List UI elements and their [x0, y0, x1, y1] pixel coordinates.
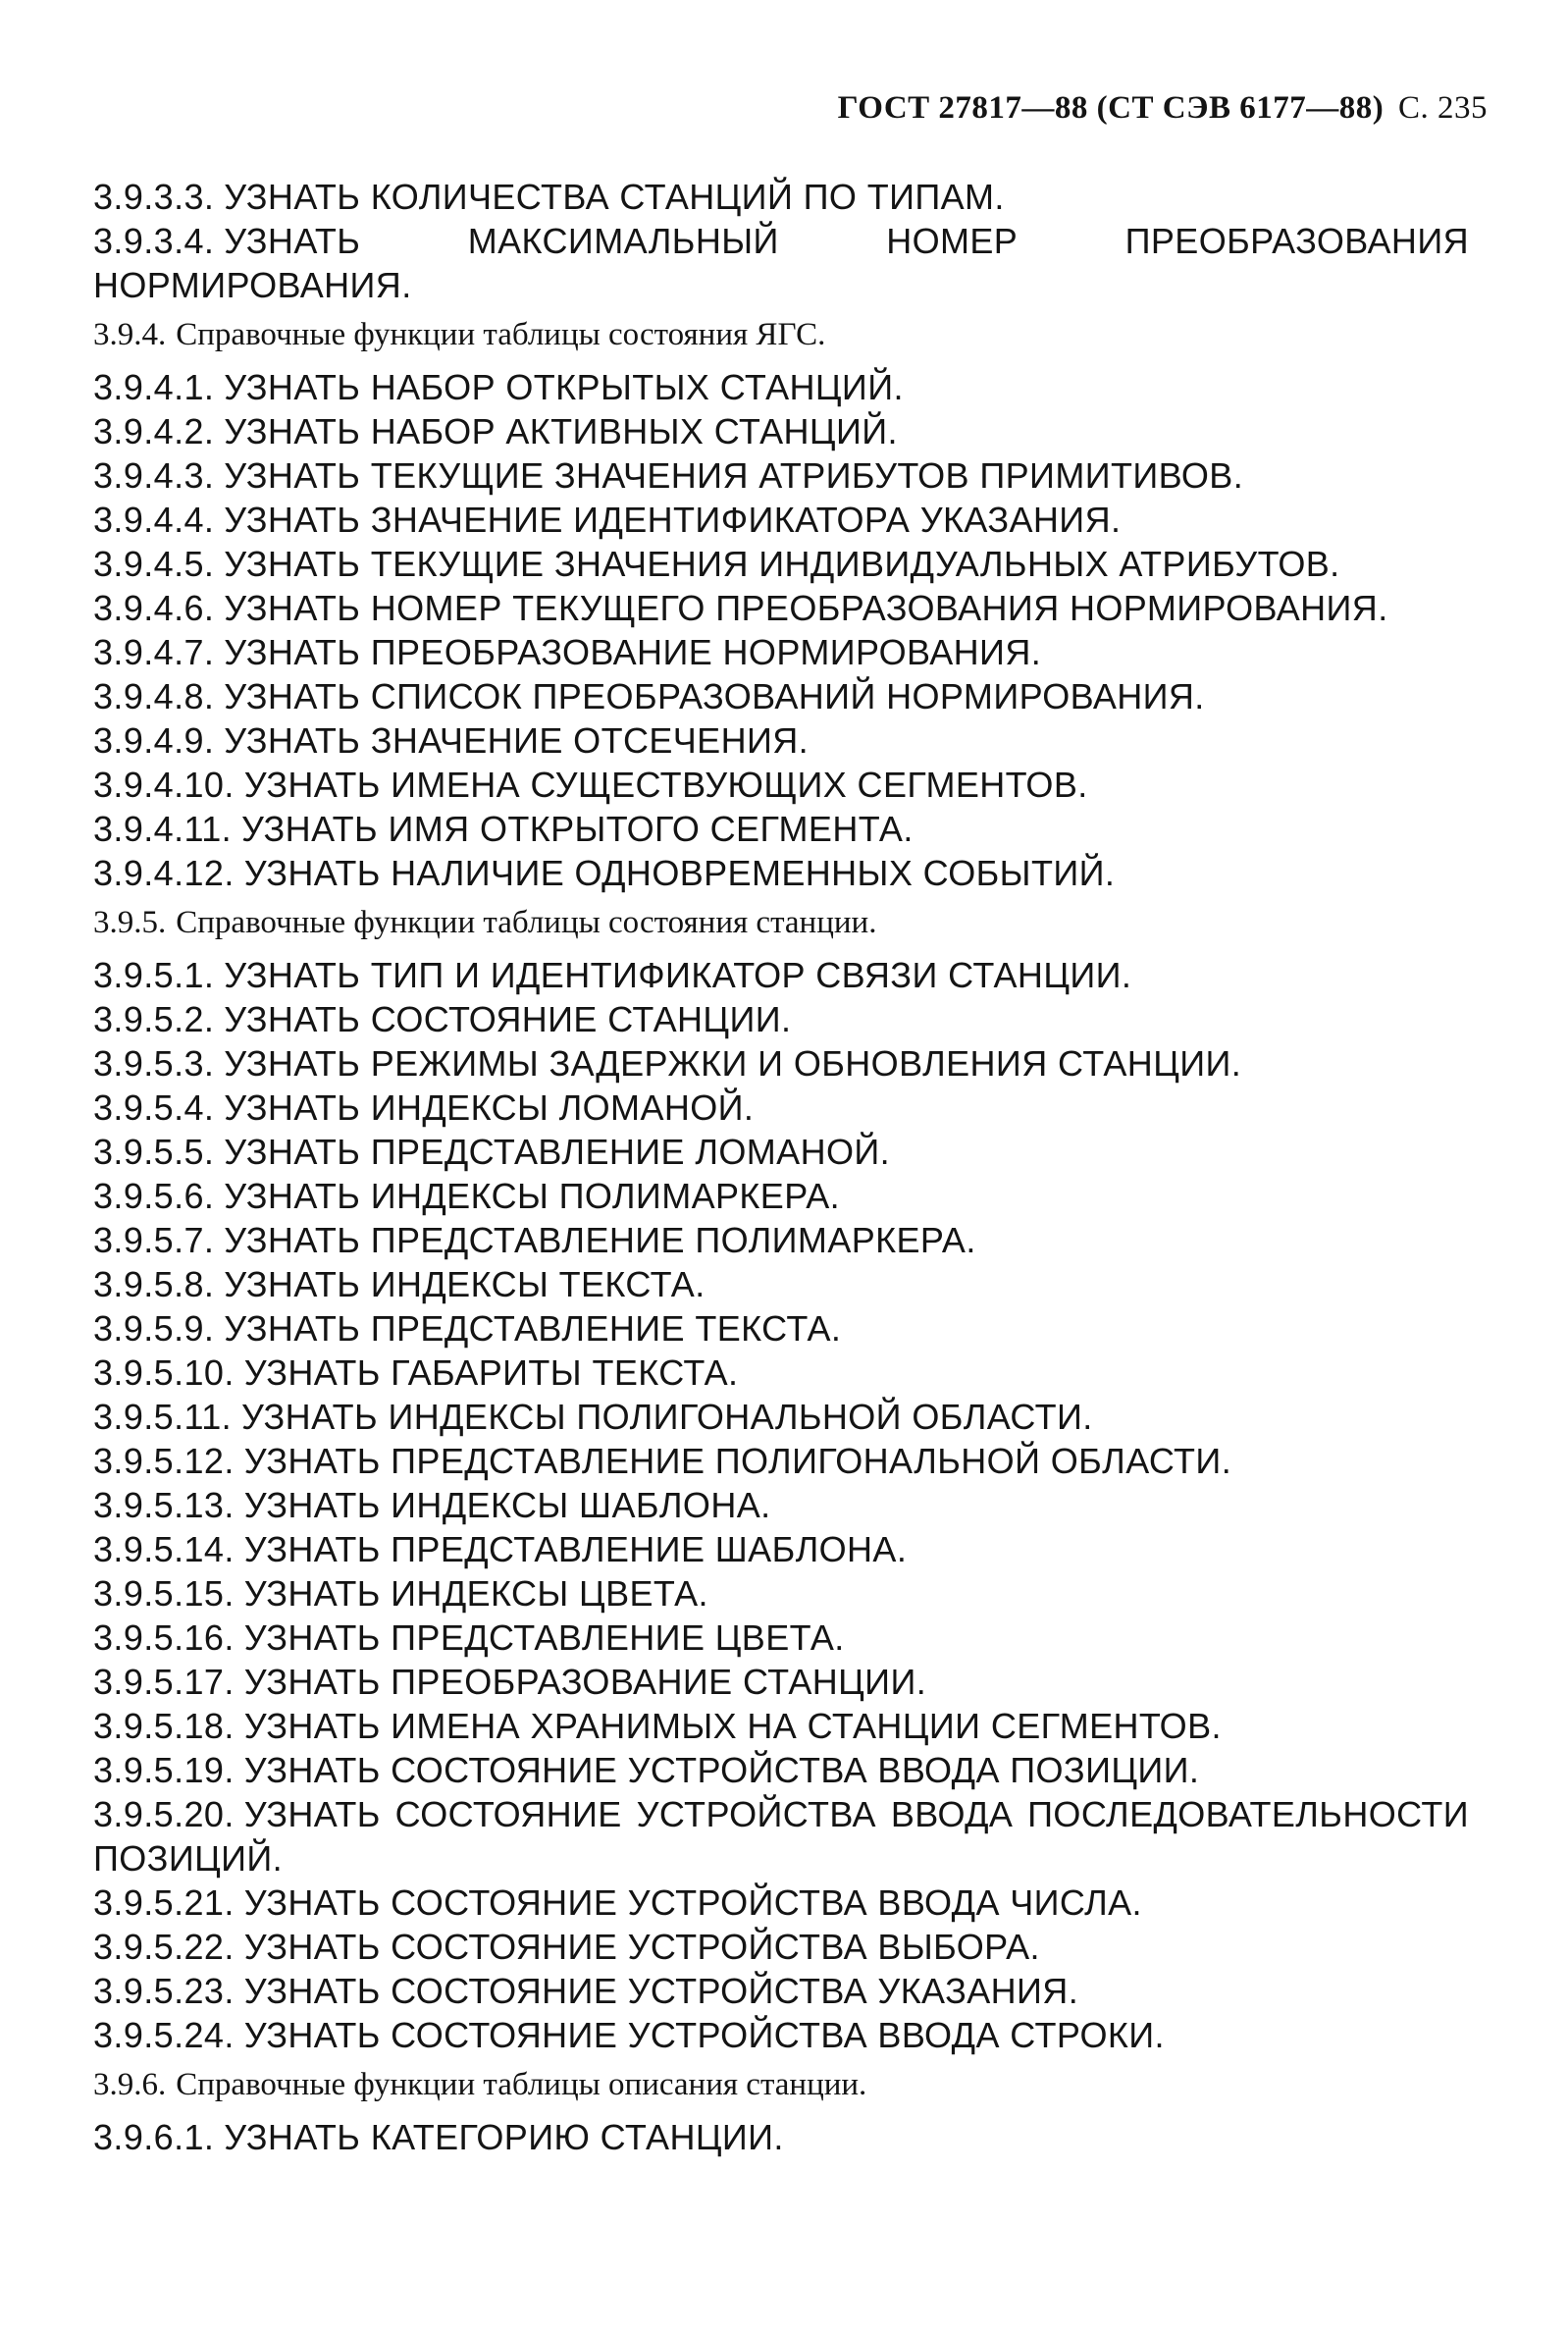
page-number: С. 235	[1397, 90, 1488, 126]
list-item	[93, 1704, 1467, 1748]
item-number: 3.9.5.18.	[93, 1706, 235, 1746]
item-text: УЗНАТЬ ТИП И ИДЕНТИФИКАТОР СВЯЗИ СТАНЦИИ.	[224, 955, 1132, 995]
item-text: УЗНАТЬ ИМЯ ОТКРЫТОГО СЕГМЕНТА.	[241, 809, 914, 849]
list-item	[93, 175, 1467, 219]
section-heading	[93, 2063, 1467, 2107]
item-number: 3.9.6.	[93, 2067, 167, 2102]
list-item	[93, 1351, 1467, 1395]
standard-designation: ГОСТ 27817—88 (СТ СЭВ 6177—88)	[837, 90, 1385, 126]
item-text: Справочные функции таблицы состояния ЯГС.	[176, 317, 826, 352]
item-number: 3.9.5.9.	[93, 1308, 215, 1349]
item-text: УЗНАТЬ ЗНАЧЕНИЕ ИДЕНТИФИКАТОРА УКАЗАНИЯ.	[224, 500, 1122, 540]
item-number: 3.9.5.5.	[93, 1132, 215, 1172]
item-number: 3.9.5.2.	[93, 999, 215, 1039]
list-item	[93, 586, 1469, 630]
list-item	[93, 542, 1467, 586]
document-body	[93, 175, 1467, 2159]
item-number: 3.9.3.4.	[93, 221, 215, 261]
item-number: 3.9.5.21.	[93, 1882, 235, 1923]
item-text: Справочные функции таблицы описания станции.	[176, 2067, 867, 2102]
list-item	[93, 1262, 1467, 1306]
item-text: УЗНАТЬ НАБОР ОТКРЫТЫХ СТАНЦИЙ.	[224, 367, 904, 407]
item-text: УЗНАТЬ СОСТОЯНИЕ УСТРОЙСТВА ВВОДА СТРОКИ.	[243, 2015, 1165, 2055]
item-text: УЗНАТЬ КОЛИЧЕСТВА СТАНЦИЙ ПО ТИПАМ.	[224, 177, 1005, 217]
list-item	[93, 763, 1467, 807]
item-number: 3.9.4.8.	[93, 676, 215, 716]
item-number: 3.9.5.15.	[93, 1573, 235, 1614]
item-text: УЗНАТЬ СОСТОЯНИЕ УСТРОЙСТВА ВВОДА ПОСЛЕДОВАТЕЛЬНОСТИ ПОЗИЦИЙ.	[93, 1794, 1469, 1879]
list-item	[93, 1792, 1469, 1881]
item-text: УЗНАТЬ РЕЖИМЫ ЗАДЕРЖКИ И ОБНОВЛЕНИЯ СТАНЦИИ.	[224, 1043, 1242, 1084]
item-number: 3.9.4.7.	[93, 632, 215, 672]
item-number: 3.9.4.1.	[93, 367, 215, 407]
list-item	[93, 718, 1467, 763]
item-number: 3.9.5.23.	[93, 1971, 235, 2011]
section-heading	[93, 901, 1467, 945]
item-text: УЗНАТЬ ИМЕНА ХРАНИМЫХ НА СТАНЦИИ СЕГМЕНТОВ.	[243, 1706, 1222, 1746]
item-number: 3.9.5.16.	[93, 1617, 235, 1658]
item-text: УЗНАТЬ ПРЕДСТАВЛЕНИЕ ТЕКСТА.	[224, 1308, 842, 1349]
item-number: 3.9.5.19.	[93, 1750, 235, 1790]
item-text: УЗНАТЬ СОСТОЯНИЕ УСТРОЙСТВА ВЫБОРА.	[243, 1927, 1040, 1967]
list-item	[93, 1483, 1467, 1527]
item-text: УЗНАТЬ НАЛИЧИЕ ОДНОВРЕМЕННЫХ СОБЫТИЙ.	[243, 853, 1116, 893]
item-number: 3.9.4.6.	[93, 588, 215, 628]
list-item	[93, 1086, 1467, 1130]
item-text: УЗНАТЬ ТЕКУЩИЕ ЗНАЧЕНИЯ АТРИБУТОВ ПРИМИТИВОВ.	[224, 455, 1244, 496]
item-text: УЗНАТЬ ИМЕНА СУЩЕСТВУЮЩИХ СЕГМЕНТОВ.	[243, 765, 1088, 805]
list-item	[93, 953, 1467, 997]
item-number: 3.9.5.14.	[93, 1529, 235, 1569]
item-number: 3.9.5.17.	[93, 1662, 235, 1702]
list-item	[93, 1218, 1467, 1262]
item-number: 3.9.4.11.	[93, 809, 233, 849]
item-text: УЗНАТЬ ЗНАЧЕНИЕ ОТСЕЧЕНИЯ.	[224, 720, 810, 761]
item-number: 3.9.5.6.	[93, 1176, 215, 1216]
item-number: 3.9.4.5.	[93, 544, 215, 584]
item-text: УЗНАТЬ НОМЕР ТЕКУЩЕГО ПРЕОБРАЗОВАНИЯ НОРМИРОВАНИЯ.	[224, 588, 1388, 628]
list-item	[93, 674, 1467, 718]
item-text: УЗНАТЬ ИНДЕКСЫ ЦВЕТА.	[243, 1573, 708, 1614]
list-item	[93, 1748, 1467, 1792]
list-item	[93, 453, 1467, 498]
list-item	[93, 997, 1467, 1041]
page-header	[838, 90, 1488, 127]
list-item	[93, 1571, 1467, 1616]
list-item	[93, 2115, 1467, 2159]
item-number: 3.9.4.10.	[93, 765, 235, 805]
item-text: УЗНАТЬ ПРЕОБРАЗОВАНИЕ СТАНЦИИ.	[243, 1662, 927, 1702]
item-text: УЗНАТЬ СОСТОЯНИЕ УСТРОЙСТВА ВВОДА ЧИСЛА.	[243, 1882, 1142, 1923]
item-text: УЗНАТЬ СОСТОЯНИЕ СТАНЦИИ.	[224, 999, 792, 1039]
item-text: Справочные функции таблицы состояния станции.	[176, 905, 877, 940]
item-text: УЗНАТЬ ГАБАРИТЫ ТЕКСТА.	[243, 1352, 739, 1393]
list-item	[93, 1439, 1467, 1483]
item-text: УЗНАТЬ ПРЕДСТАВЛЕНИЕ ЦВЕТА.	[243, 1617, 845, 1658]
list-item	[93, 1395, 1467, 1439]
list-item	[93, 1925, 1467, 1969]
item-number: 3.9.5.12.	[93, 1441, 235, 1481]
item-number: 3.9.4.4.	[93, 500, 215, 540]
item-number: 3.9.5.1.	[93, 955, 215, 995]
item-text: УЗНАТЬ ТЕКУЩИЕ ЗНАЧЕНИЯ ИНДИВИДУАЛЬНЫХ АТРИБУТОВ.	[224, 544, 1340, 584]
item-number: 3.9.4.2.	[93, 411, 215, 451]
list-item	[93, 219, 1469, 307]
list-item	[93, 1174, 1467, 1218]
item-text: УЗНАТЬ ИНДЕКСЫ ЛОМАНОЙ.	[224, 1087, 755, 1128]
item-number: 3.9.5.20.	[93, 1794, 235, 1834]
list-item	[93, 2013, 1467, 2057]
item-text: УЗНАТЬ ПРЕДСТАВЛЕНИЕ ШАБЛОНА.	[243, 1529, 908, 1569]
item-text: УЗНАТЬ ПРЕДСТАВЛЕНИЕ ПОЛИГОНАЛЬНОЙ ОБЛАСТИ.	[243, 1441, 1232, 1481]
item-text: УЗНАТЬ ПРЕОБРАЗОВАНИЕ НОРМИРОВАНИЯ.	[224, 632, 1042, 672]
item-text: УЗНАТЬ ИНДЕКСЫ ТЕКСТА.	[224, 1264, 706, 1304]
item-text: УЗНАТЬ НАБОР АКТИВНЫХ СТАНЦИЙ.	[224, 411, 898, 451]
list-item	[93, 1306, 1467, 1351]
item-number: 3.9.4.12.	[93, 853, 235, 893]
item-number: 3.9.5.24.	[93, 2015, 235, 2055]
list-item	[93, 365, 1467, 409]
section-heading	[93, 313, 1467, 357]
item-number: 3.9.5.7.	[93, 1220, 215, 1260]
item-number: 3.9.5.10.	[93, 1352, 235, 1393]
item-number: 3.9.5.4.	[93, 1087, 215, 1128]
list-item	[93, 807, 1467, 851]
item-text: УЗНАТЬ МАКСИМАЛЬНЫЙ НОМЕР ПРЕОБРАЗОВАНИЯ НОРМИРОВАНИЯ.	[93, 221, 1469, 305]
item-number: 3.9.5.13.	[93, 1485, 235, 1525]
item-text: УЗНАТЬ СПИСОК ПРЕОБРАЗОВАНИЙ НОРМИРОВАНИЯ.	[224, 676, 1205, 716]
item-text: УЗНАТЬ КАТЕГОРИЮ СТАНЦИИ.	[224, 2117, 784, 2157]
list-item	[93, 409, 1467, 453]
list-item	[93, 1969, 1467, 2013]
item-number: 3.9.5.22.	[93, 1927, 235, 1967]
list-item	[93, 1041, 1467, 1086]
list-item	[93, 1527, 1467, 1571]
list-item	[93, 1616, 1467, 1660]
item-number: 3.9.4.3.	[93, 455, 215, 496]
item-text: УЗНАТЬ ИНДЕКСЫ ПОЛИМАРКЕРА.	[224, 1176, 841, 1216]
item-text: УЗНАТЬ ИНДЕКСЫ ШАБЛОНА.	[243, 1485, 771, 1525]
list-item	[93, 498, 1467, 542]
list-item	[93, 1881, 1467, 1925]
item-number: 3.9.5.11.	[93, 1397, 233, 1437]
list-item	[93, 1130, 1467, 1174]
item-number: 3.9.3.3.	[93, 177, 215, 217]
item-text: УЗНАТЬ ПРЕДСТАВЛЕНИЕ ПОЛИМАРКЕРА.	[224, 1220, 976, 1260]
item-number: 3.9.5.8.	[93, 1264, 215, 1304]
list-item	[93, 1660, 1467, 1704]
list-item	[93, 630, 1467, 674]
item-text: УЗНАТЬ СОСТОЯНИЕ УСТРОЙСТВА УКАЗАНИЯ.	[243, 1971, 1079, 2011]
item-text: УЗНАТЬ ИНДЕКСЫ ПОЛИГОНАЛЬНОЙ ОБЛАСТИ.	[241, 1397, 1093, 1437]
item-number: 3.9.5.	[93, 905, 167, 940]
item-text: УЗНАТЬ СОСТОЯНИЕ УСТРОЙСТВА ВВОДА ПОЗИЦИИ.	[243, 1750, 1200, 1790]
item-number: 3.9.4.9.	[93, 720, 215, 761]
item-number: 3.9.5.3.	[93, 1043, 215, 1084]
list-item	[93, 851, 1467, 895]
item-number: 3.9.4.	[93, 317, 167, 352]
item-number: 3.9.6.1.	[93, 2117, 215, 2157]
item-text: УЗНАТЬ ПРЕДСТАВЛЕНИЕ ЛОМАНОЙ.	[224, 1132, 891, 1172]
